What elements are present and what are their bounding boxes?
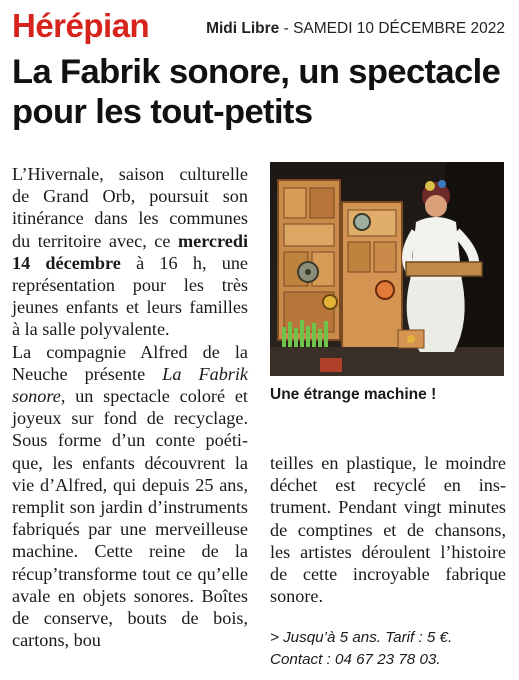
publication-line xyxy=(206,20,505,38)
stage-scene-illustration xyxy=(270,162,504,376)
paragraph-2 xyxy=(12,341,248,652)
age-and-price: > Jusqu’à 5 ans. Tarif : 5 €. xyxy=(270,629,453,646)
paragraph-1 xyxy=(12,163,248,341)
paragraph-1-text-a: L’Hivernale, saison culturelle de Grand Orb, poursuit son itinérance dans les communes du territoire avec, ce xyxy=(12,164,248,251)
publication-date: SAMEDI 10 DÉCEMBRE 2022 xyxy=(293,20,505,37)
newspaper-name: Midi Libre xyxy=(206,20,280,37)
event-date: mercredi 14 décembre xyxy=(12,230,248,273)
article-column-2 xyxy=(270,452,506,607)
article-column-1 xyxy=(12,163,248,651)
town-kicker: Hérépian xyxy=(12,7,150,44)
practical-info xyxy=(270,627,510,671)
show-title: La Fabrik sonore xyxy=(12,363,248,407)
article-headline: La Fabrik sonore, un spectacle pour les tout-petits xyxy=(12,53,501,131)
paragraph-2-continued: teilles en plastique, le moindre déchet est recyclé en instrument. Pendant vingt minutes de comptines et de chansons, les artistes déroulent l’histoire de cette incroyable fabrique sonore. xyxy=(270,453,506,607)
paragraph-1-text-b: à 16 h, une représentation pour les très jeunes enfants et leurs familles à la salle polyvalente. xyxy=(12,252,248,340)
paragraph-2-text-a: La compagnie Alfred de la Neuche présente xyxy=(12,341,248,384)
article-photo xyxy=(270,162,504,376)
paragraph-2-text-b: , un spectacle coloré et joyeux sur fond de recyclage. Sous forme d’un conte poétique, les enfants découvrent la vie d’Alfred, qui depuis 25 ans, remplit son jardin d’instruments fabriqués par une merveilleuse machine. Cette reine de la récup’transforme tout ce qu’elle avale en objets sonores. Boîtes de conserve, bouts de bois, cartons, bou xyxy=(12,386,248,651)
date-separator: - xyxy=(279,20,294,37)
contact-phone: Contact : 04 67 23 78 03. xyxy=(270,651,441,668)
photo-caption: Une étrange machine ! xyxy=(270,386,437,403)
